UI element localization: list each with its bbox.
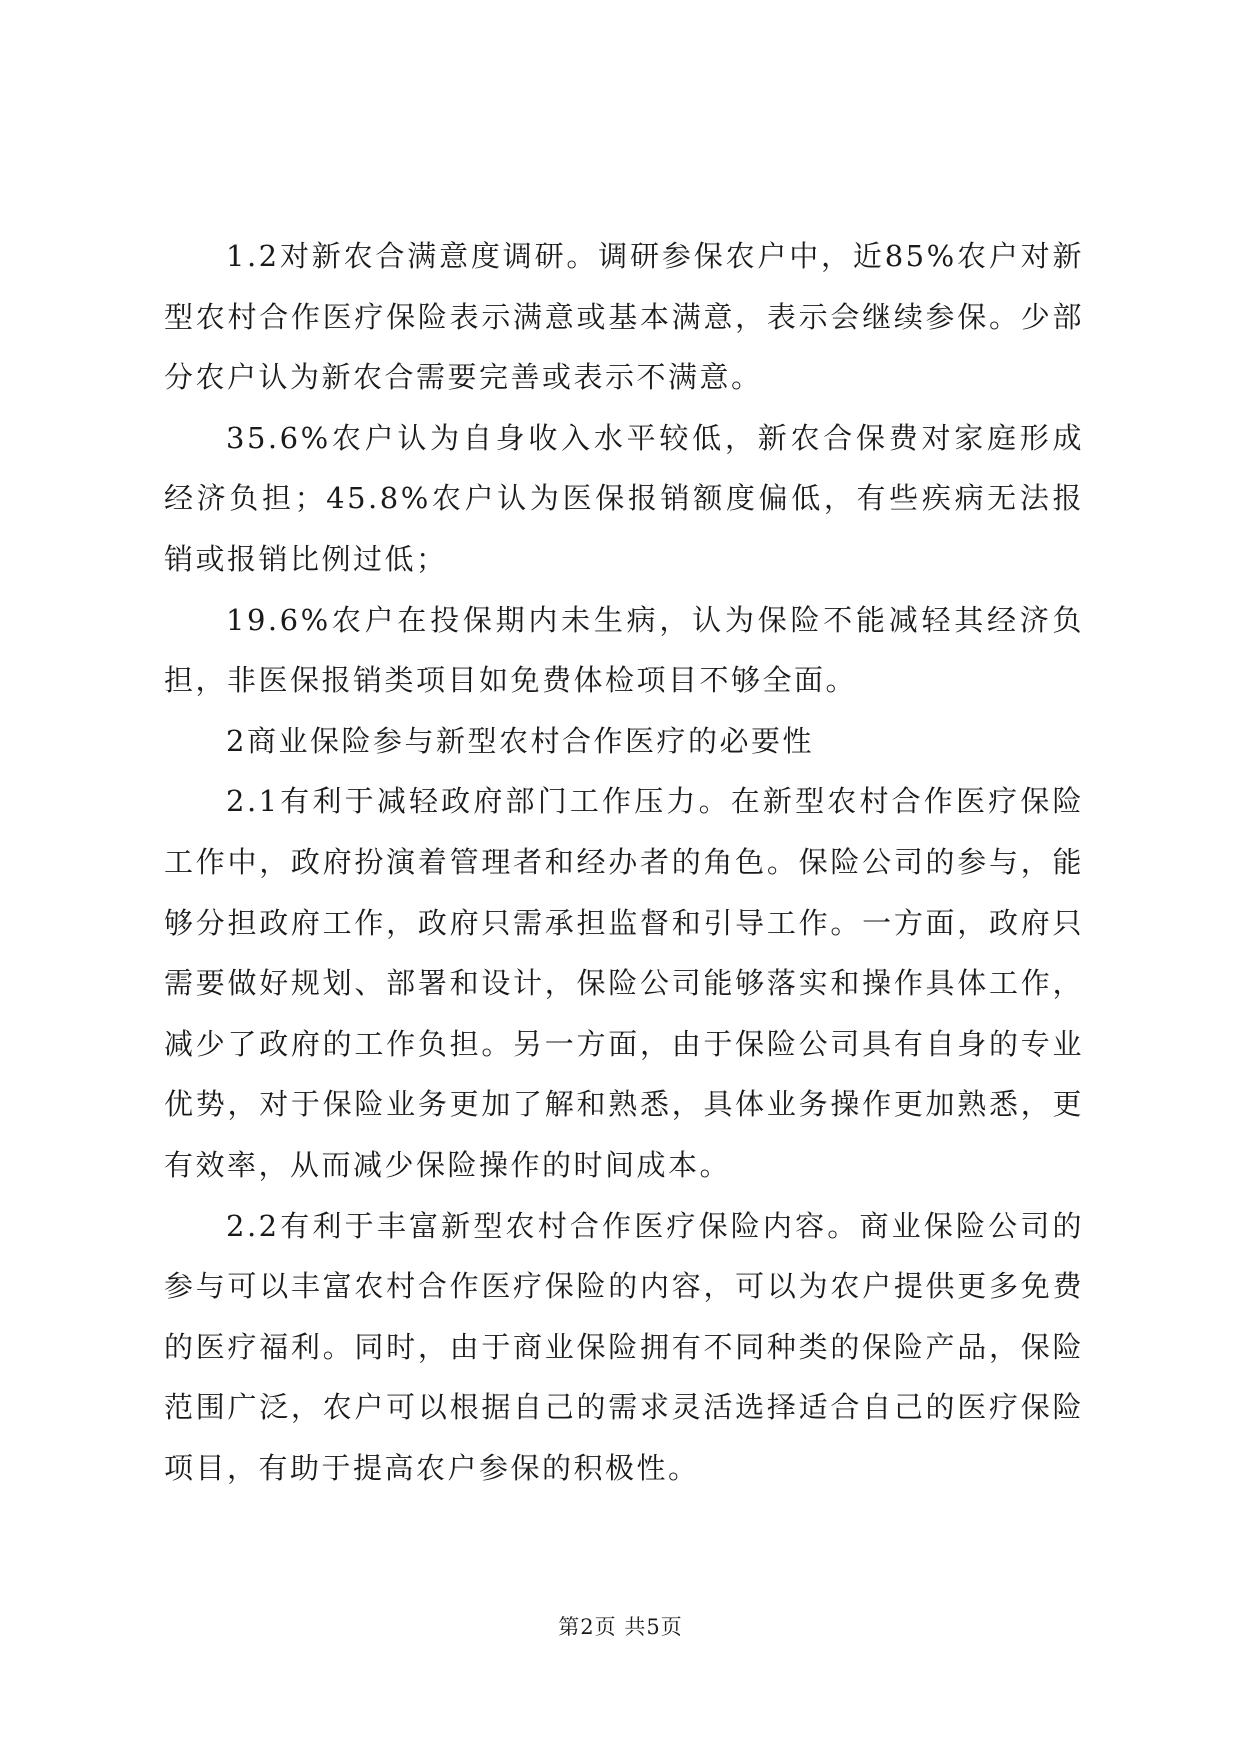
page-number-footer: 第2页 共5页 bbox=[558, 1615, 683, 1639]
paragraph-satisfaction-survey: 1.2对新农合满意度调研。调研参保农户中，近85%农户对新型农村合作医疗保险表示满意或基本满意，表示会继续参保。少部分农户认为新农合需要完善或表示不满意。 bbox=[164, 239, 1084, 395]
paragraph-income-burden: 35.6%农户认为自身收入水平较低，新农合保费对家庭形成经济负担；45.8%农户认为医保报销额度偏低，有些疾病无法报销或报销比例过低； bbox=[164, 420, 1084, 576]
paragraph-reduce-government-pressure: 2.1有利于减轻政府部门工作压力。在新型农村合作医疗保险工作中，政府扮演着管理者和经办者的角色。保险公司的参与，能够分担政府工作，政府只需承担监督和引导工作。一方面，政府只需要做好规划、部署和设计，保险公司能够落实和操作具体工作，减少了政府的工作负担。另一方面，由于保险公司具有自身的专业优势，对于保险业务更加了解和熟悉，具体业务操作更加熟悉，更有效率，从而减少保险操作的时间成本。 bbox=[164, 784, 1084, 1182]
paragraph-no-illness: 19.6%农户在投保期内未生病，认为保险不能减轻其经济负担，非医保报销类项目如免费体检项目不够全面。 bbox=[164, 602, 1084, 698]
section-heading-necessity: 2商业保险参与新型农村合作医疗的必要性 bbox=[226, 723, 814, 758]
document-body bbox=[164, 226, 1084, 1498]
paragraph-enrich-insurance-content: 2.2有利于丰富新型农村合作医疗保险内容。商业保险公司的参与可以丰富农村合作医疗保险的内容，可以为农户提供更多免费的医疗福利。同时，由于商业保险拥有不同种类的保险产品，保险范围广泛，农户可以根据自己的需求灵活选择适合自己的医疗保险项目，有助于提高农户参保的积极性。 bbox=[164, 1208, 1084, 1485]
